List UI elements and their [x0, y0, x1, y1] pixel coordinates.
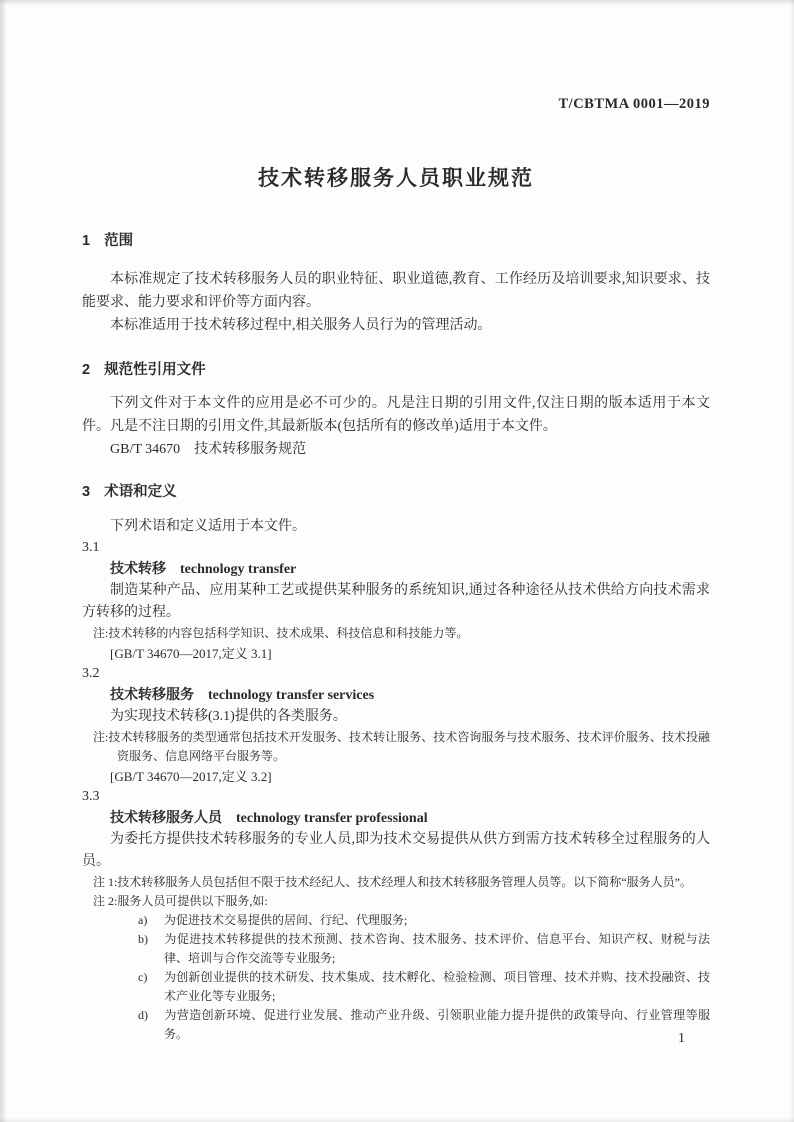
list-text: 为创新创业提供的技术研发、技术集成、技术孵化、检验检测、项目管理、技术并购、技术投融资、技术产业化等专业服务;: [164, 970, 710, 1003]
term-zh: 技术转移: [110, 560, 166, 576]
note-label: 注 2:: [93, 894, 118, 908]
scan-edge-bottom: [0, 1117, 794, 1122]
list-marker: d): [138, 1008, 148, 1022]
scan-edge-left: [0, 0, 7, 1122]
term-en: technology transfer: [180, 562, 297, 577]
term-note-2: [93, 892, 710, 911]
section-heading-3: [82, 483, 710, 501]
source-reference: [GB/T 34670—2017,定义 3.1]: [110, 646, 272, 661]
term-en: technology transfer services: [208, 688, 375, 703]
list-text: 为促进技术转移提供的技术预测、技术咨询、技术服务、技术评价、信息平台、知识产权、财税与法律、培训与合作交流等专业服务;: [164, 932, 710, 965]
term-line: [82, 684, 710, 706]
paragraph: 本标准适用于技术转移过程中,相关服务人员行为的管理活动。: [110, 318, 492, 333]
note-label: 注:: [93, 626, 109, 640]
term-note-1: [93, 873, 710, 892]
paragraph: 下列文件对于本文件的应用是必不可少的。凡是注日期的引用文件,仅注日期的版本适用于本文件。凡是不注日期的引用文件,其最新版本(包括所有的修改单)适用于本文件。: [82, 396, 710, 434]
section-title: 范围: [104, 233, 134, 249]
normative-reference: GB/T 34670 技术转移服务规范: [110, 442, 307, 457]
list-text: 为促进技术交易提供的居间、行纪、代理服务;: [164, 913, 408, 927]
scan-edge-right: [789, 0, 794, 1122]
list-item: [138, 911, 710, 930]
paragraph: 下列术语和定义适用于本文件。: [110, 519, 306, 534]
term-number: 3.3: [82, 789, 100, 804]
term-definition: 为实现技术转移(3.1)提供的各类服务。: [110, 709, 347, 724]
term-number: 3.1: [82, 540, 100, 555]
note-text: 服务人员可提供以下服务,如:: [117, 894, 268, 908]
term-en: technology transfer professional: [236, 811, 428, 826]
list-text: 为营造创新环境、促进行业发展、推动产业升级、引领职业能力提升提供的政策导向、行业管理等服务。: [164, 1008, 710, 1041]
section-number: 2: [82, 362, 91, 378]
term-zh: 技术转移服务人员: [110, 809, 222, 825]
note-text: 技术转移服务的类型通常包括技术开发服务、技术转让服务、技术咨询服务与技术服务、技术评价服务、技术投融资服务、信息网络平台服务等。: [108, 730, 710, 763]
term-line: [82, 558, 710, 580]
section-heading-1: [82, 232, 710, 250]
list-item: [138, 968, 710, 1006]
note-text: 技术转移的内容包括科学知识、技术成果、科技信息和科技能力等。: [108, 626, 469, 640]
list-marker: c): [138, 970, 148, 984]
section-number: 3: [82, 484, 91, 500]
term-line: [82, 807, 710, 829]
content-column: [82, 0, 710, 1044]
document-title: 技术转移服务人员职业规范: [258, 167, 534, 190]
section-number: 1: [82, 233, 91, 249]
term-zh: 技术转移服务: [110, 686, 194, 702]
term-definition: 为委托方提供技术转移服务的专业人员,即为技术交易提供从供方到需方技术转移全过程服务的人员。: [82, 832, 710, 869]
term-note: [93, 624, 710, 643]
section-heading-2: [82, 361, 710, 379]
source-reference: [GB/T 34670—2017,定义 3.2]: [110, 769, 272, 784]
standard-code: T/CBTMA 0001—2019: [558, 96, 710, 112]
term-definition: 制造某种产品、应用某种工艺或提供某种服务的系统知识,通过各种途径从技术供给方向技术需求方转移的过程。: [82, 583, 710, 620]
list-item: [138, 1006, 710, 1044]
list-item: [138, 930, 710, 968]
section-title: 术语和定义: [104, 484, 177, 500]
term-number: 3.2: [82, 666, 100, 681]
section-title: 规范性引用文件: [104, 362, 206, 378]
list-marker: b): [138, 932, 148, 946]
note-label: 注:: [93, 730, 109, 744]
note-text: 技术转移服务人员包括但不限于技术经纪人、技术经理人和技术转移服务管理人员等。以下简称“服务人员”。: [117, 875, 693, 889]
paragraph: 本标准规定了技术转移服务人员的职业特征、职业道德,教育、工作经历及培训要求,知识要求、技能要求、能力要求和评价等方面内容。: [82, 272, 710, 310]
term-note: [93, 728, 710, 766]
note-label: 注 1:: [93, 875, 118, 889]
list-marker: a): [138, 913, 148, 927]
page-number: 1: [678, 1031, 685, 1046]
